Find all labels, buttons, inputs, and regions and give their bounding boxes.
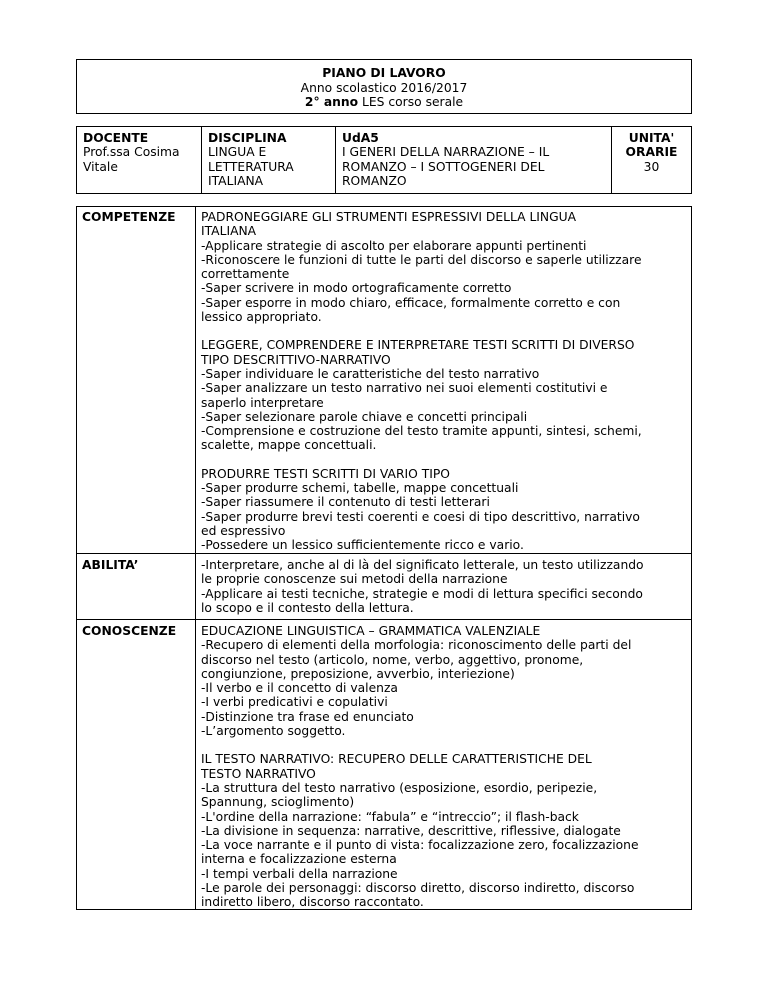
info-table (76, 126, 692, 194)
text-line: -L'ordine della narrazione: “fabula” e “intreccio”; il flash-back (201, 809, 579, 824)
text-line: -Saper riassumere il contenuto di testi letterari (201, 495, 490, 510)
text-line: correttamente (201, 267, 290, 282)
uda-label: UdA5 (342, 131, 379, 145)
text-line: -Applicare ai testi tecniche, strategie e modi di lettura specifici secondo (201, 586, 643, 601)
text-line: -Possedere un lessico sufficientemente ricco e vario. (201, 538, 524, 553)
uda-value-1: I GENERI DELLA NARRAZIONE – IL (342, 145, 550, 160)
text-line: lo scopo e il contesto della lettura. (201, 600, 414, 615)
competenze-label: COMPETENZE (82, 210, 176, 224)
text-line: -L’argomento soggetto. (201, 724, 346, 739)
text-line: -I tempi verbali della narrazione (201, 866, 398, 881)
text-line: TESTO NARRATIVO (201, 766, 316, 781)
disciplina-value-3: ITALIANA (208, 173, 264, 188)
docente-cell (77, 127, 201, 193)
competenze-paragraph (201, 467, 686, 553)
text-line: -Il verbo e il concetto di valenza (201, 681, 398, 696)
text-line: Spannung, scioglimento) (201, 795, 355, 810)
conoscenze-paragraph (201, 752, 686, 909)
uda-value-3: ROMANZO (342, 173, 407, 188)
unita-cell (612, 127, 691, 193)
competenze-content (201, 210, 686, 567)
docente-value-2: Vitale (83, 159, 118, 174)
unita-label-1: UNITA' (628, 131, 675, 145)
text-line: discorso nel testo (articolo, nome, verbo, aggettivo, pronome, (201, 652, 584, 667)
uda-value-2: ROMANZO – I SOTTOGENERI DEL (342, 159, 545, 174)
text-line: TIPO DESCRITTIVO-NARRATIVO (201, 352, 391, 367)
text-line: -Comprensione e costruzione del testo tramite appunti, sintesi, schemi, (201, 424, 642, 439)
text-line: -Saper produrre brevi testi coerenti e coesi di tipo descrittivo, narrativo (201, 509, 640, 524)
text-line: lessico appropriato. (201, 310, 322, 325)
competenze-paragraph (201, 338, 686, 452)
text-line: -La voce narrante e il punto di vista: focalizzazione zero, focalizzazione (201, 838, 639, 853)
text-line: -Interpretare, anche al di là del significato letterale, un testo utilizzando (201, 558, 644, 572)
text-line: PRODURRE TESTI SCRITTI DI VARIO TIPO (201, 466, 450, 481)
disciplina-value-2: LETTERATURA (208, 159, 294, 174)
text-line: scalette, mappe concettuali. (201, 438, 377, 453)
disciplina-value-1: LINGUA E (208, 145, 267, 160)
text-line: EDUCAZIONE LINGUISTICA – GRAMMATICA VALENZIALE (201, 624, 541, 638)
conoscenze-paragraph (201, 624, 686, 738)
unita-value: 30 (643, 159, 660, 174)
abilita-paragraph (201, 558, 686, 615)
docente-label: DOCENTE (83, 131, 149, 145)
text-line: saperlo interpretare (201, 395, 324, 410)
text-line: -Recupero di elementi della morfologia: riconoscimento delle parti del (201, 638, 632, 653)
document-title: PIANO DI LAVORO (322, 66, 446, 80)
competenze-paragraph (201, 210, 686, 324)
text-line: -Riconoscere le funzioni di tutte le parti del discorso e saperle utilizzare (201, 252, 642, 267)
text-line: -Le parole dei personaggi: discorso diretto, discorso indiretto, discorso (201, 881, 635, 896)
conoscenze-content (201, 624, 686, 924)
document-header (76, 59, 692, 114)
class-year: 2° anno (304, 95, 359, 109)
abilita-label: ABILITA’ (82, 558, 139, 572)
text-line: -Saper analizzare un testo narrativo nei suoi elementi costitutivi e (201, 381, 608, 396)
text-line: indiretto libero, discorso raccontato. (201, 895, 424, 910)
conoscenze-label: CONOSCENZE (82, 624, 177, 638)
text-line: -La struttura del testo narrativo (esposizione, esordio, peripezie, (201, 780, 598, 795)
uda-cell (336, 127, 611, 193)
text-line: -Distinzione tra frase ed enunciato (201, 709, 414, 724)
text-line: ITALIANA (201, 224, 257, 239)
text-line: PADRONEGGIARE GLI STRUMENTI ESPRESSIVI DELLA LINGUA (201, 210, 577, 224)
text-line: LEGGERE, COMPRENDERE E INTERPRETARE TESTI SCRITTI DI DIVERSO (201, 338, 635, 353)
disciplina-cell (202, 127, 335, 193)
text-line: ed espressivo (201, 523, 286, 538)
text-line: -Saper scrivere in modo ortograficamente corretto (201, 281, 512, 296)
class-course: LES corso serale (358, 95, 464, 109)
text-line: interna e focalizzazione esterna (201, 852, 397, 867)
text-line: -La divisione in sequenza: narrative, descrittive, riflessive, dialogate (201, 823, 621, 838)
disciplina-label: DISCIPLINA (208, 131, 287, 145)
text-line: -Applicare strategie di ascolto per elaborare appunti pertinenti (201, 238, 587, 253)
text-line: le proprie conoscenze sui metodi della narrazione (201, 572, 508, 587)
text-line: -Saper selezionare parole chiave e concetti principali (201, 409, 528, 424)
content-table (76, 206, 692, 910)
unita-label-2: ORARIE (625, 145, 678, 160)
text-line: congiunzione, preposizione, avverbio, interiezione) (201, 666, 515, 681)
text-line: IL TESTO NARRATIVO: RECUPERO DELLE CARATTERISTICHE DEL (201, 752, 592, 767)
school-year: Anno scolastico 2016/2017 (300, 80, 468, 95)
text-line: -Saper produrre schemi, tabelle, mappe concettuali (201, 481, 519, 496)
text-line: -Saper esporre in modo chiaro, efficace, formalmente corretto e con (201, 295, 621, 310)
class-info (77, 95, 691, 110)
text-line: -I verbi predicativi e copulativi (201, 695, 388, 710)
docente-value-1: Prof.ssa Cosima (83, 145, 180, 160)
text-line: -Saper individuare le caratteristiche del testo narrativo (201, 366, 540, 381)
